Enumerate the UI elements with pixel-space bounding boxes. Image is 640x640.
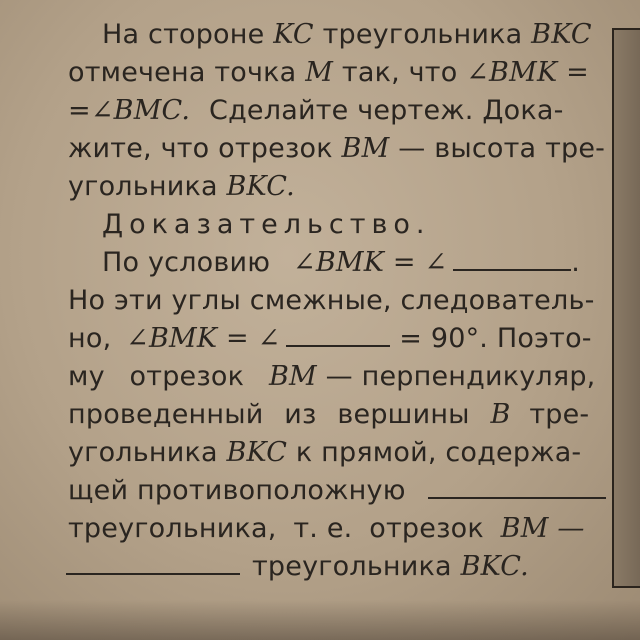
proof-text: треугольника, — [68, 513, 277, 544]
problem-line-3 — [0, 91, 564, 131]
triangle-name: BKC. — [460, 551, 529, 582]
proof-text: вершины — [337, 399, 470, 430]
point-name: M — [305, 57, 334, 88]
proof-text: но, — [68, 323, 112, 354]
problem-text: так, что — [341, 57, 458, 88]
angle-expression: ∠BMC. — [90, 95, 191, 126]
problem-line-1 — [0, 15, 592, 55]
proof-line-6 — [0, 433, 581, 473]
period: . — [571, 247, 581, 278]
segment-name: BM — [341, 133, 390, 164]
proof-text: из — [284, 399, 317, 430]
proof-text: отрезок — [369, 513, 484, 544]
answer-blank[interactable] — [286, 321, 390, 347]
triangle-name: BKC — [226, 437, 288, 468]
proof-line-9 — [0, 547, 529, 587]
proof-line-3 — [0, 319, 592, 359]
vertex-name: B — [490, 399, 511, 430]
segment-name: BM — — [500, 513, 585, 544]
proof-line-2 — [0, 281, 595, 321]
problem-text: треугольника — [322, 19, 523, 50]
book-edge — [612, 28, 640, 588]
problem-text: На стороне — [102, 19, 265, 50]
proof-text: му — [68, 361, 105, 392]
proof-text: треугольника — [252, 551, 452, 582]
proof-text: угольника — [68, 437, 218, 468]
problem-text: отмечена точка — [68, 57, 297, 88]
problem-text: жите, что отрезок — [68, 133, 333, 164]
proof-line-1 — [0, 243, 580, 283]
answer-blank[interactable] — [453, 245, 571, 271]
proof-text: Поэто- — [496, 323, 592, 354]
proof-text: т. е. — [293, 513, 353, 544]
problem-text: угольника — [68, 171, 218, 202]
proof-text: По условию — [102, 247, 271, 278]
proof-text: Но эти углы смежные, следователь- — [68, 285, 595, 316]
page-shadow — [0, 600, 640, 640]
problem-line-5 — [0, 167, 295, 207]
segment-name: KC — [273, 19, 314, 50]
proof-text: — перпендикуляр, — [325, 361, 596, 392]
triangle-name: BKC — [531, 19, 592, 50]
proof-heading-line — [0, 205, 430, 245]
triangle-name: BKC. — [226, 171, 295, 202]
angle-expression: ∠BMK = ∠ — [126, 323, 281, 354]
segment-name: BM — [268, 361, 317, 392]
answer-blank[interactable] — [66, 549, 240, 575]
proof-line-5 — [0, 395, 589, 435]
angle-expression: ∠BMK = ∠ — [293, 247, 448, 278]
angle-expression: ∠BMK = — [466, 57, 589, 88]
proof-text: проведенный — [68, 399, 264, 430]
proof-heading: Доказательство. — [102, 209, 431, 240]
proof-line-4 — [0, 357, 595, 397]
proof-text: щей противоположную — [68, 475, 406, 506]
problem-text: Сделайте чертеж. Дока- — [209, 95, 564, 126]
problem-line-2 — [0, 53, 589, 93]
proof-text: отрезок — [129, 361, 245, 392]
proof-text: к прямой, содержа- — [295, 437, 582, 468]
proof-text: = 90°. — [399, 323, 489, 354]
proof-line-7 — [0, 471, 606, 511]
answer-blank[interactable] — [428, 473, 606, 499]
equals-sign: = — [68, 95, 91, 126]
problem-text: — высота тре- — [398, 133, 606, 164]
proof-line-8 — [0, 509, 585, 549]
proof-text: тре- — [529, 399, 590, 430]
problem-line-4 — [0, 129, 605, 169]
